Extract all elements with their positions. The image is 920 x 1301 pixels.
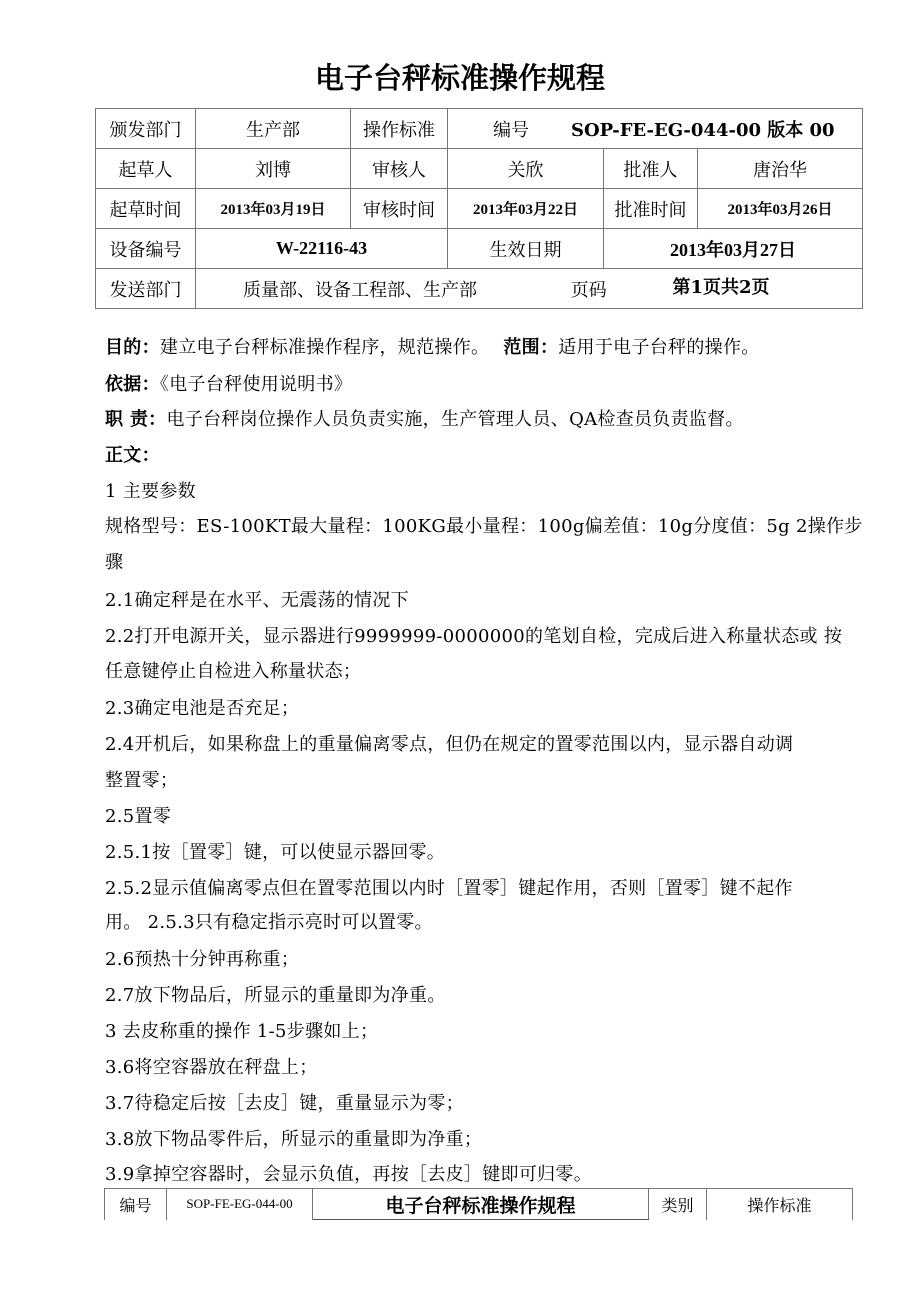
body-line: 骤	[105, 552, 124, 573]
cell: 编号	[105, 1189, 167, 1220]
main-label: 正文：	[105, 445, 160, 466]
table-row	[96, 269, 863, 309]
cell	[448, 109, 863, 149]
body-line: 2.2打开电源开关，显示器进行9999999-0000000的笔划自检，完成后进入称量状态或 按	[105, 626, 843, 647]
doc-code: SOP-FE-EG-044-00 版本 00	[571, 119, 835, 141]
cell	[196, 269, 863, 309]
body-line: 3.6将空容器放在秤盘上；	[105, 1057, 318, 1078]
duty-line	[105, 405, 744, 431]
cell: 2013年03月22日	[448, 189, 604, 229]
table-row	[96, 149, 863, 189]
cell: 2013年03月26日	[698, 189, 863, 229]
body-line: 用。 2.5.3只有稳定指示亮时可以置零。	[105, 912, 433, 933]
cell: 审核时间	[351, 189, 448, 229]
page-number: 第1页共2页	[672, 276, 770, 298]
cell: 起草时间	[96, 189, 196, 229]
cell: 2013年03月27日	[604, 229, 863, 269]
cell: 生产部	[196, 109, 351, 149]
body-line: 整置零；	[105, 770, 179, 791]
cell: 关欣	[448, 149, 604, 189]
cell: 刘博	[196, 149, 351, 189]
basis-line	[105, 370, 352, 396]
body-line: 3.9拿掉空容器时，会显示负值，再按［去皮］键即可归零。	[105, 1164, 593, 1185]
cell: 类别	[649, 1189, 707, 1220]
body-line: 2.5置零	[105, 806, 172, 827]
body-line: 2.1确定秤是在水平、无震荡的情况下	[105, 590, 410, 611]
text: 适用于电子台秤的操作。	[558, 337, 760, 358]
label: 目的：	[105, 337, 160, 358]
table-row	[96, 189, 863, 229]
cell: 设备编号	[96, 229, 196, 269]
table-row	[105, 1189, 853, 1220]
table-row	[96, 229, 863, 269]
label: 页码	[570, 279, 607, 301]
body-line: 2.3确定电池是否充足；	[105, 698, 300, 719]
body-line: 任意键停止自检进入称量状态；	[105, 661, 362, 682]
cell: 操作标准	[351, 109, 448, 149]
cell: 唐治华	[698, 149, 863, 189]
document-title: 电子台秤标准操作规程	[314, 61, 605, 95]
body-line: 2.5.2显示值偏离零点但在置零范围以内时［置零］键起作用，否则［置零］键不起作	[105, 878, 793, 899]
cell: 电子台秤标准操作规程	[313, 1189, 649, 1220]
footer-table	[104, 1188, 853, 1220]
cell: 批准人	[604, 149, 698, 189]
cell: 生效日期	[448, 229, 604, 269]
body-line: 2.7放下物品后，所显示的重量即为净重。	[105, 985, 446, 1006]
label: 编号	[493, 119, 529, 141]
body-line: 规格型号：ES-100KT最大量程：100KG最小量程：100g偏差值：10g分度值：5g 2操作步	[105, 516, 863, 537]
body-line: 3 去皮称重的操作 1-5步骤如上；	[105, 1021, 379, 1042]
cell: 发送部门	[96, 269, 196, 309]
cell: 审核人	[351, 149, 448, 189]
label: 范围：	[503, 337, 559, 358]
purpose-line	[105, 333, 760, 359]
cell: 起草人	[96, 149, 196, 189]
label: 职 责：	[105, 409, 167, 430]
label: 依据：	[105, 374, 160, 395]
text: 《电子台秤使用说明书》	[159, 374, 353, 395]
cell: SOP-FE-EG-044-00	[167, 1189, 313, 1220]
body-line: 3.8放下物品零件后，所显示的重量即为净重；	[105, 1129, 483, 1150]
recipients: 质量部、设备工程部、生产部	[243, 279, 477, 301]
body-line: 2.6预热十分钟再称重；	[105, 949, 300, 970]
body-line: 3.7待稳定后按［去皮］键，重量显示为零；	[105, 1093, 464, 1114]
cell: 2013年03月19日	[196, 189, 351, 229]
cell: W-22116-43	[196, 229, 448, 269]
cell: 批准时间	[604, 189, 698, 229]
header-table	[95, 108, 863, 309]
body-line: 2.4开机后，如果称盘上的重量偏离零点，但仍在规定的置零范围以内，显示器自动调	[105, 734, 794, 755]
cell: 颁发部门	[96, 109, 196, 149]
cell: 操作标准	[707, 1189, 853, 1220]
body-line: 1 主要参数	[105, 481, 196, 502]
table-row	[96, 109, 863, 149]
text: 电子台秤岗位操作人员负责实施，生产管理人员、QA检查员负责监督。	[166, 409, 744, 430]
body-line: 2.5.1按［置零］键，可以使显示器回零。	[105, 842, 446, 863]
text: 建立电子台秤标准操作程序，规范操作。	[159, 337, 490, 358]
